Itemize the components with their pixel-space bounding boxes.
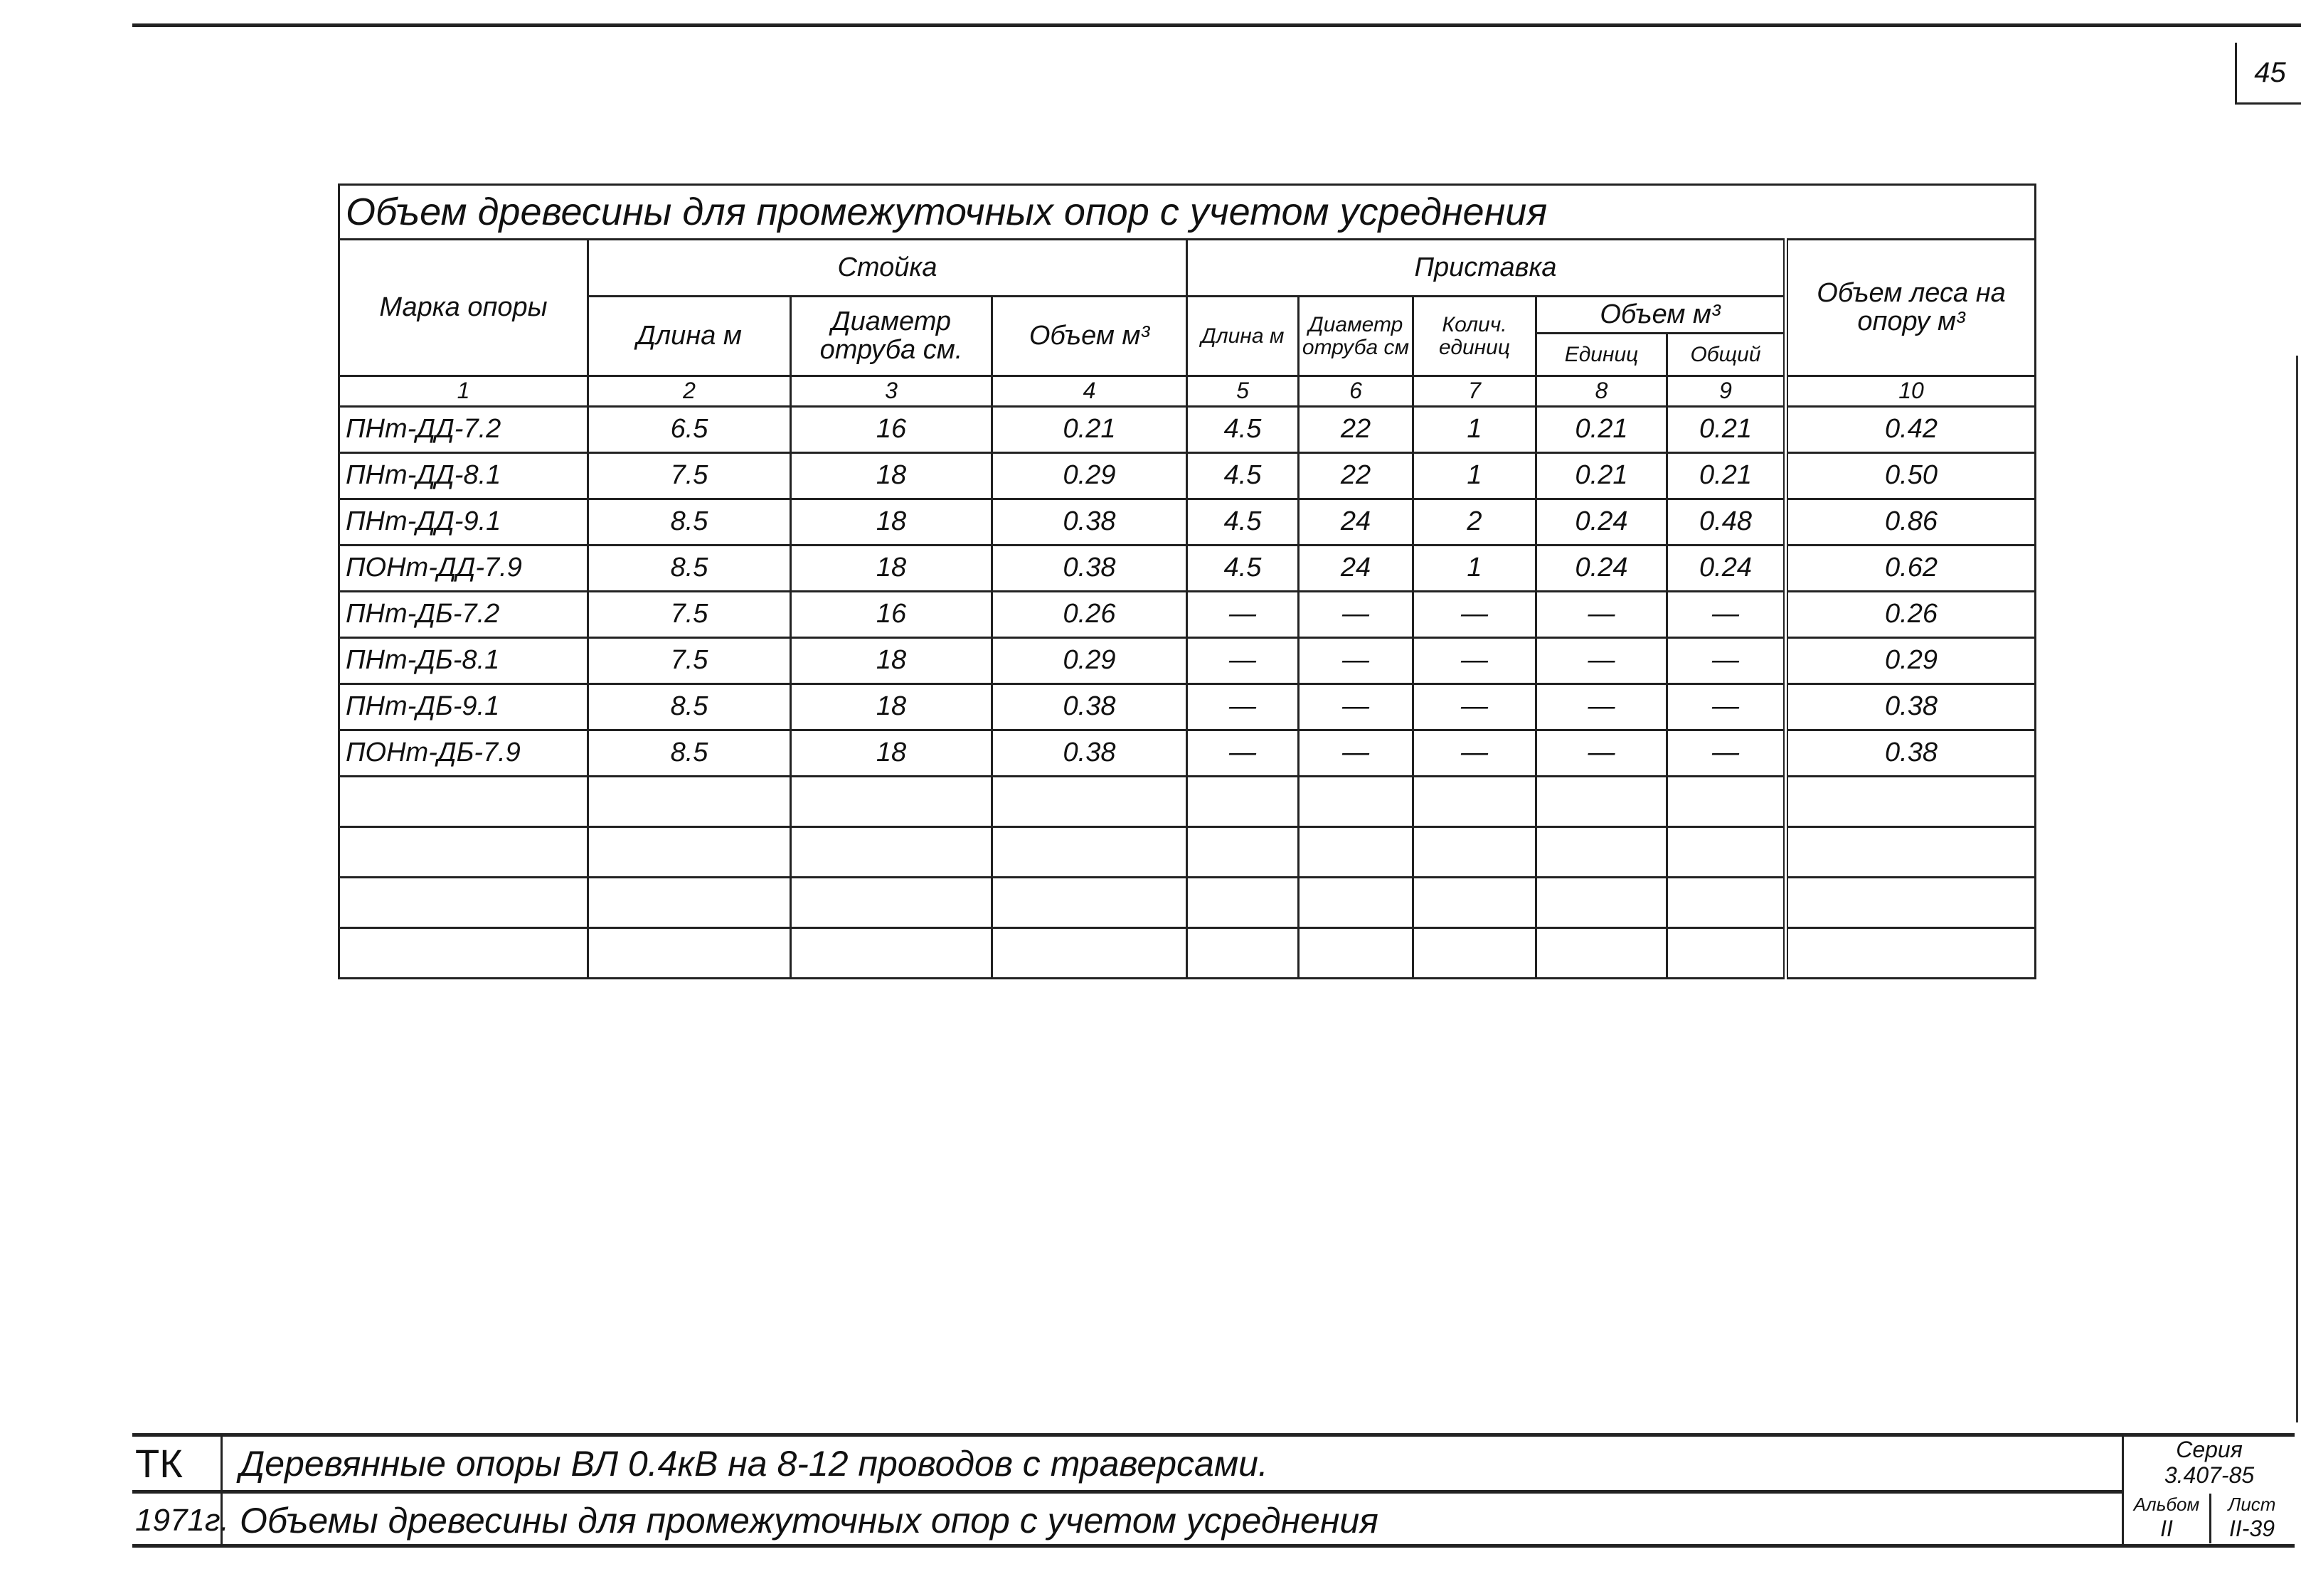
table-row bbox=[339, 407, 2036, 453]
row-cell: 2 bbox=[1413, 499, 1536, 546]
row-cell: 0.50 bbox=[1786, 453, 2036, 499]
empty-cell bbox=[1786, 928, 2036, 979]
empty-cell bbox=[791, 777, 992, 827]
empty-cell bbox=[1667, 827, 1786, 878]
table-row bbox=[339, 730, 2036, 777]
row-mark: ПНт-ДД-8.1 bbox=[339, 453, 588, 499]
right-border-line bbox=[2296, 356, 2298, 1422]
row-cell: — bbox=[1413, 592, 1536, 638]
row-cell: 0.21 bbox=[1667, 453, 1786, 499]
row-cell: 22 bbox=[1299, 453, 1413, 499]
row-cell: 8.5 bbox=[588, 684, 791, 730]
row-cell: — bbox=[1299, 730, 1413, 777]
row-cell: 1 bbox=[1413, 407, 1536, 453]
header-stoika: Стойка bbox=[588, 240, 1187, 297]
row-cell: — bbox=[1299, 638, 1413, 684]
empty-cell bbox=[992, 777, 1187, 827]
row-cell: 1 bbox=[1413, 453, 1536, 499]
empty-cell bbox=[1536, 928, 1667, 979]
sheet-label: Лист bbox=[2228, 1494, 2276, 1515]
empty-cell bbox=[339, 878, 588, 928]
row-cell: 0.38 bbox=[992, 546, 1187, 592]
table-row bbox=[339, 638, 2036, 684]
stamp-org: ТК bbox=[135, 1441, 183, 1486]
album-label: Альбом bbox=[2133, 1494, 2200, 1515]
header-s-length: Длина м bbox=[588, 297, 791, 376]
row-mark: ПНт-ДД-7.2 bbox=[339, 407, 588, 453]
empty-cell bbox=[1667, 777, 1786, 827]
row-cell: 7.5 bbox=[588, 638, 791, 684]
header-pristavka: Приставка bbox=[1187, 240, 1786, 297]
row-cell: — bbox=[1187, 592, 1299, 638]
empty-cell bbox=[1667, 878, 1786, 928]
row-cell: 6.5 bbox=[588, 407, 791, 453]
row-mark: ПНт-ДБ-8.1 bbox=[339, 638, 588, 684]
row-cell: 0.29 bbox=[1786, 638, 2036, 684]
column-number: 7 bbox=[1413, 376, 1536, 407]
row-cell: — bbox=[1413, 684, 1536, 730]
empty-cell bbox=[1299, 928, 1413, 979]
row-cell: 0.21 bbox=[1536, 407, 1667, 453]
empty-cell bbox=[1299, 777, 1413, 827]
empty-cell bbox=[1187, 878, 1299, 928]
top-border-line bbox=[132, 23, 2301, 27]
row-cell: 0.86 bbox=[1786, 499, 2036, 546]
row-cell: 0.21 bbox=[992, 407, 1187, 453]
row-cell: 0.26 bbox=[1786, 592, 2036, 638]
row-cell: 0.29 bbox=[992, 638, 1187, 684]
row-cell: 7.5 bbox=[588, 592, 791, 638]
row-cell: 0.24 bbox=[1536, 499, 1667, 546]
row-cell: 0.38 bbox=[1786, 684, 2036, 730]
empty-cell bbox=[1667, 928, 1786, 979]
series-label: Серия bbox=[2176, 1437, 2243, 1462]
row-cell: — bbox=[1187, 684, 1299, 730]
title-block bbox=[132, 1433, 2295, 1548]
empty-cell bbox=[1536, 878, 1667, 928]
row-cell: 0.29 bbox=[992, 453, 1187, 499]
row-cell: 0.42 bbox=[1786, 407, 2036, 453]
empty-cell bbox=[1786, 827, 2036, 878]
wood-volume-table bbox=[338, 183, 2036, 979]
row-cell: 18 bbox=[791, 453, 992, 499]
row-cell: 0.24 bbox=[1667, 546, 1786, 592]
row-cell: 18 bbox=[791, 499, 992, 546]
header-s-volume: Объем м³ bbox=[992, 297, 1187, 376]
header-mark: Марка опоры bbox=[339, 240, 588, 376]
row-cell: 4.5 bbox=[1187, 499, 1299, 546]
row-cell: 18 bbox=[791, 730, 992, 777]
stamp-line1: Деревянные опоры ВЛ 0.4кВ на 8-12 проводов с траверсами. bbox=[220, 1437, 2124, 1490]
row-cell: — bbox=[1299, 592, 1413, 638]
empty-cell bbox=[791, 928, 992, 979]
empty-cell bbox=[791, 878, 992, 928]
empty-cell bbox=[992, 928, 1187, 979]
row-cell: 16 bbox=[791, 592, 992, 638]
table-row bbox=[339, 453, 2036, 499]
row-cell: 0.38 bbox=[992, 684, 1187, 730]
row-mark: ПНт-ДД-9.1 bbox=[339, 499, 588, 546]
empty-cell bbox=[1413, 928, 1536, 979]
empty-cell bbox=[1299, 878, 1413, 928]
empty-row bbox=[339, 928, 2036, 979]
empty-row bbox=[339, 827, 2036, 878]
row-mark: ПНт-ДБ-7.2 bbox=[339, 592, 588, 638]
row-cell: — bbox=[1536, 638, 1667, 684]
row-cell: 0.38 bbox=[992, 730, 1187, 777]
table-row bbox=[339, 684, 2036, 730]
row-cell: — bbox=[1536, 684, 1667, 730]
row-cell: 0.21 bbox=[1667, 407, 1786, 453]
empty-cell bbox=[1187, 777, 1299, 827]
row-cell: 8.5 bbox=[588, 730, 791, 777]
table-title: Объем древесины для промежуточных опор с учетом усреднения bbox=[339, 185, 2036, 240]
column-number: 9 bbox=[1667, 376, 1786, 407]
row-cell: 4.5 bbox=[1187, 453, 1299, 499]
row-mark: ПОНт-ДД-7.9 bbox=[339, 546, 588, 592]
row-cell: 1 bbox=[1413, 546, 1536, 592]
column-number: 5 bbox=[1187, 376, 1299, 407]
row-cell: — bbox=[1413, 638, 1536, 684]
album-value: II bbox=[2160, 1516, 2173, 1541]
row-cell: 0.26 bbox=[992, 592, 1187, 638]
row-mark: ПНт-ДБ-9.1 bbox=[339, 684, 588, 730]
row-cell: — bbox=[1413, 730, 1536, 777]
column-number: 4 bbox=[992, 376, 1187, 407]
column-number: 8 bbox=[1536, 376, 1667, 407]
empty-cell bbox=[1299, 827, 1413, 878]
row-cell: 0.62 bbox=[1786, 546, 2036, 592]
row-cell: 4.5 bbox=[1187, 407, 1299, 453]
row-cell: 0.38 bbox=[1786, 730, 2036, 777]
empty-cell bbox=[1413, 827, 1536, 878]
stamp-line2: Объемы древесины для промежуточных опор с учетом усреднения bbox=[220, 1494, 2124, 1547]
empty-cell bbox=[588, 928, 791, 979]
table-row bbox=[339, 592, 2036, 638]
row-cell: 7.5 bbox=[588, 453, 791, 499]
row-cell: 0.38 bbox=[992, 499, 1187, 546]
row-cell: — bbox=[1667, 638, 1786, 684]
empty-cell bbox=[1187, 827, 1299, 878]
header-p-volume-total: Общий bbox=[1667, 334, 1786, 376]
table-row bbox=[339, 546, 2036, 592]
row-cell: 4.5 bbox=[1187, 546, 1299, 592]
row-cell: — bbox=[1536, 592, 1667, 638]
empty-cell bbox=[1786, 777, 2036, 827]
row-cell: 16 bbox=[791, 407, 992, 453]
header-p-length: Длина м bbox=[1187, 297, 1299, 376]
row-cell: — bbox=[1187, 730, 1299, 777]
stamp-year: 1971г. bbox=[135, 1502, 229, 1538]
row-cell: 24 bbox=[1299, 499, 1413, 546]
row-cell: — bbox=[1667, 684, 1786, 730]
row-cell: 24 bbox=[1299, 546, 1413, 592]
row-cell: 22 bbox=[1299, 407, 1413, 453]
column-number: 1 bbox=[339, 376, 588, 407]
empty-cell bbox=[339, 827, 588, 878]
empty-cell bbox=[588, 777, 791, 827]
header-p-quantity: Колич. единиц bbox=[1413, 297, 1536, 376]
empty-row bbox=[339, 777, 2036, 827]
row-cell: 0.48 bbox=[1667, 499, 1786, 546]
row-cell: — bbox=[1536, 730, 1667, 777]
table-row bbox=[339, 499, 2036, 546]
row-cell: — bbox=[1187, 638, 1299, 684]
empty-row bbox=[339, 878, 2036, 928]
row-cell: 8.5 bbox=[588, 546, 791, 592]
row-mark: ПОНт-ДБ-7.9 bbox=[339, 730, 588, 777]
empty-cell bbox=[992, 827, 1187, 878]
empty-cell bbox=[339, 777, 588, 827]
row-cell: — bbox=[1299, 684, 1413, 730]
empty-cell bbox=[992, 878, 1187, 928]
row-cell: 18 bbox=[791, 684, 992, 730]
stamp-side bbox=[2122, 1437, 2295, 1544]
header-p-diameter: Диаметр отруба см bbox=[1299, 297, 1413, 376]
header-p-volume-unit: Единиц bbox=[1536, 334, 1667, 376]
column-number: 10 bbox=[1786, 376, 2036, 407]
empty-cell bbox=[1413, 777, 1536, 827]
header-p-volume: Объем м³ bbox=[1536, 297, 1786, 334]
empty-cell bbox=[588, 878, 791, 928]
sheet-value: II-39 bbox=[2228, 1516, 2275, 1541]
empty-cell bbox=[791, 827, 992, 878]
row-cell: 0.24 bbox=[1536, 546, 1667, 592]
column-number: 3 bbox=[791, 376, 992, 407]
row-cell: 18 bbox=[791, 638, 992, 684]
empty-cell bbox=[339, 928, 588, 979]
row-cell: — bbox=[1667, 730, 1786, 777]
empty-cell bbox=[588, 827, 791, 878]
column-number: 6 bbox=[1299, 376, 1413, 407]
header-s-diameter: Диаметр отруба см. bbox=[791, 297, 992, 376]
row-cell: 8.5 bbox=[588, 499, 791, 546]
empty-cell bbox=[1413, 878, 1536, 928]
header-total-volume: Объем леса на опору м³ bbox=[1786, 240, 2036, 376]
empty-cell bbox=[1786, 878, 2036, 928]
empty-cell bbox=[1536, 777, 1667, 827]
row-cell: — bbox=[1667, 592, 1786, 638]
row-cell: 0.21 bbox=[1536, 453, 1667, 499]
page-number: 45 bbox=[2235, 43, 2301, 105]
row-cell: 18 bbox=[791, 546, 992, 592]
column-number-row bbox=[339, 376, 2036, 407]
column-number: 2 bbox=[588, 376, 791, 407]
empty-cell bbox=[1536, 827, 1667, 878]
empty-cell bbox=[1187, 928, 1299, 979]
series-value: 3.407-85 bbox=[2164, 1462, 2255, 1488]
